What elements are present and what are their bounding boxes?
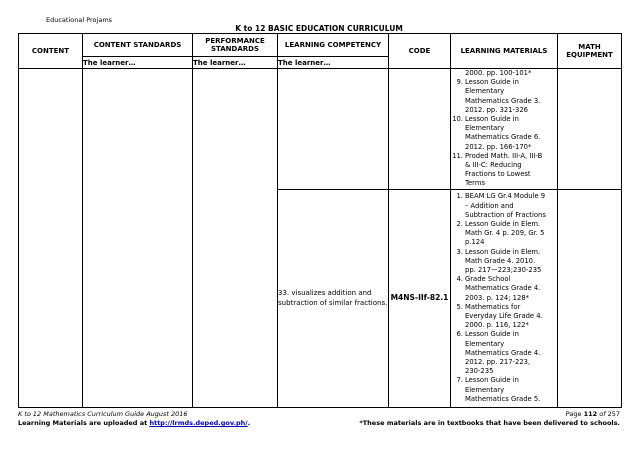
subheader-content-standards: The learner… (83, 57, 193, 69)
page-current: 112 (583, 410, 598, 418)
subheader-performance-standards: The learner… (193, 57, 278, 69)
header-label: Educational Projams (46, 16, 113, 24)
footer-upload-note (18, 419, 250, 427)
competency-cell (278, 69, 389, 190)
performance-standards-cell (193, 69, 278, 408)
footer-guide-title: K to 12 Mathematics Curriculum Guide August 2016 (18, 410, 188, 418)
list-item: 4. Grade School Mathematics Grade 4. 2003. p. 124; 128* (456, 275, 541, 302)
list-item: 7. Lesson Guide in Elementary Mathematics Grade 5. (456, 376, 541, 403)
col-header-content-standards: CONTENT STANDARDS (83, 34, 193, 57)
equipment-cell (558, 69, 622, 190)
materials-cell (451, 69, 558, 190)
upload-prefix: Learning Materials are uploaded at (18, 419, 150, 427)
table-row (19, 69, 622, 190)
equipment-cell (558, 189, 622, 407)
content-cell (19, 69, 83, 408)
list-item: 1. BEAM LG Gr.4 Module 9 – Addition and Subtraction of Fractions (456, 192, 546, 219)
list-item: 6. Lesson Guide in Elementary Mathematics Grade 4. 2012. pp. 217-223, 230-235 (456, 330, 541, 376)
col-header-content: CONTENT (19, 34, 83, 69)
subheader-learning-competency: The learner… (278, 57, 389, 69)
materials-cell (451, 189, 558, 407)
document-title: K to 12 BASIC EDUCATION CURRICULUM (235, 24, 403, 33)
code-cell (389, 69, 451, 190)
list-item: 2000. pp. 100-101* (465, 69, 532, 77)
list-item: 3. Lesson Guide in Elem. Math Grade 4. 2010. pp. 217—223;230-235 (456, 247, 542, 274)
page-number: Page 112 of 257 (565, 410, 620, 418)
col-header-math-equipment: MATH EQUIPMENT (558, 34, 622, 69)
content-standards-cell (83, 69, 193, 408)
list-item: 11. Proded Math. III-A, III-B & III-C: Reducing Fractions to Lowest Terms (452, 151, 543, 188)
list-item: 10. Lesson Guide in Elementary Mathematics Grade 6. 2012. pp. 166-170* (452, 115, 541, 151)
competency-cell: 33. visualizes addition and subtraction of similar fractions. (278, 189, 389, 407)
materials-list (451, 192, 557, 404)
col-header-code: CODE (389, 34, 451, 69)
list-item: 9. Lesson Guide in Elementary Mathematics Grade 3. 2012. pp. 321-326 (456, 78, 541, 114)
code-cell: M4NS-IIf-82.1 (389, 189, 451, 407)
col-header-performance-standards: PERFORMANCE STANDARDS (193, 34, 278, 57)
list-item: 2. Lesson Guide in Elem. Math Gr. 4 p. 209, Gr. 5 p.124 (456, 219, 545, 247)
materials-list (451, 69, 557, 189)
curriculum-table (18, 33, 622, 408)
list-item: 5. Mathematics for Everyday Life Grade 4. 2000. p. 116, 122* (456, 302, 543, 330)
col-header-learning-materials: LEARNING MATERIALS (451, 34, 558, 69)
lrmds-link[interactable]: http://lrmds.deped.gov.ph/ (149, 419, 248, 427)
upload-suffix: . (247, 419, 251, 427)
col-header-learning-competency: LEARNING COMPETENCY (278, 34, 389, 57)
page-total: 257 (607, 410, 620, 418)
footer-textbook-note: *These materials are in textbooks that have been delivered to schools. (359, 419, 620, 427)
